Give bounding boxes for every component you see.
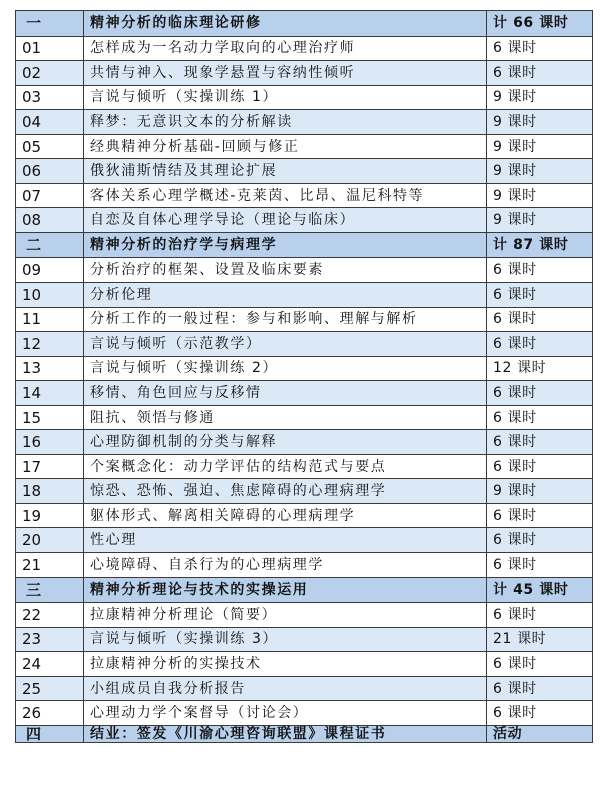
course-number: 04 [16,110,84,135]
course-title: 释梦：无意识文本的分析解读 [84,110,487,135]
completion-title: 结业：签发《川渝心理咨询联盟》课程证书 [84,725,487,742]
course-number: 03 [16,85,84,110]
course-hours: 9 课时 [487,134,593,159]
course-row [16,36,593,61]
course-hours: 9 课时 [487,159,593,184]
course-row [16,159,593,184]
course-row [16,603,593,628]
course-hours: 9 课时 [487,183,593,208]
course-hours: 6 课时 [487,503,593,528]
course-title: 怎样成为一名动力学取向的心理治疗师 [84,36,487,61]
course-title: 躯体形式、解离相关障碍的心理病理学 [84,503,487,528]
course-title: 心境障碍、自杀行为的心理病理学 [84,553,487,578]
course-hours: 6 课时 [487,283,593,308]
course-row [16,627,593,652]
course-hours: 12 课时 [487,356,593,381]
course-title: 客体关系心理学概述-克莱茵、比昂、温尼科特等 [84,183,487,208]
course-hours: 6 课时 [487,430,593,455]
course-number: 07 [16,183,84,208]
course-hours: 6 课时 [487,701,593,726]
course-hours: 6 课时 [487,528,593,553]
section-title: 精神分析的治疗学与病理学 [84,232,487,258]
course-title: 言说与倾听（实操训练 2） [84,356,487,381]
course-row [16,258,593,283]
course-row [16,652,593,677]
course-title: 心理动力学个案督导（讨论会） [84,701,487,726]
course-number: 19 [16,503,84,528]
course-row [16,61,593,86]
course-title: 自恋及自体心理学导论（理论与临床） [84,208,487,233]
course-row [16,381,593,406]
course-hours: 9 课时 [487,85,593,110]
course-hours: 6 课时 [487,553,593,578]
course-number: 18 [16,479,84,504]
course-row [16,85,593,110]
completion-activity: 活动 [487,725,593,742]
course-hours: 9 课时 [487,479,593,504]
course-number: 23 [16,627,84,652]
course-number: 11 [16,307,84,332]
course-row [16,676,593,701]
course-hours: 21 课时 [487,627,593,652]
course-number: 16 [16,430,84,455]
completion-number: 四 [16,725,84,742]
course-row [16,454,593,479]
course-title: 拉康精神分析理论（简要） [84,603,487,628]
course-title: 经典精神分析基础-回顾与修正 [84,134,487,159]
course-number: 20 [16,528,84,553]
course-hours: 6 课时 [487,454,593,479]
course-number: 02 [16,61,84,86]
course-title: 俄狄浦斯情结及其理论扩展 [84,159,487,184]
course-title: 惊恐、恐怖、强迫、焦虑障碍的心理病理学 [84,479,487,504]
course-title: 言说与倾听（示范教学） [84,332,487,357]
section-total-hours: 计 66 课时 [487,11,593,37]
course-number: 01 [16,36,84,61]
course-row [16,553,593,578]
section-total-hours: 计 87 课时 [487,232,593,258]
course-number: 05 [16,134,84,159]
course-number: 17 [16,454,84,479]
course-title: 分析工作的一般过程：参与和影响、理解与解析 [84,307,487,332]
course-row [16,134,593,159]
section-total-hours: 计 45 课时 [487,577,593,603]
course-hours: 6 课时 [487,332,593,357]
section-number: 一 [16,11,84,37]
course-row [16,183,593,208]
course-number: 24 [16,652,84,677]
course-row [16,332,593,357]
course-hours: 6 课时 [487,258,593,283]
course-title: 性心理 [84,528,487,553]
completion-row [16,725,593,742]
course-title: 阻抗、领悟与修通 [84,405,487,430]
course-number: 09 [16,258,84,283]
course-title: 共情与神入、现象学悬置与容纳性倾听 [84,61,487,86]
course-title: 拉康精神分析的实操技术 [84,652,487,677]
course-title: 分析治疗的框架、设置及临床要素 [84,258,487,283]
course-row [16,528,593,553]
course-hours: 6 课时 [487,61,593,86]
section-header-row [16,232,593,258]
course-row [16,283,593,308]
course-hours: 6 课时 [487,381,593,406]
section-header-row [16,11,593,37]
course-title: 小组成员自我分析报告 [84,676,487,701]
course-number: 22 [16,603,84,628]
course-number: 13 [16,356,84,381]
course-hours: 9 课时 [487,208,593,233]
section-number: 三 [16,577,84,603]
course-hours: 6 课时 [487,36,593,61]
course-row [16,701,593,726]
course-row [16,110,593,135]
course-title: 移情、角色回应与反移情 [84,381,487,406]
course-number: 15 [16,405,84,430]
curriculum-table [15,10,593,743]
course-number: 12 [16,332,84,357]
course-hours: 6 课时 [487,307,593,332]
course-hours: 6 课时 [487,676,593,701]
course-row [16,307,593,332]
curriculum-table-body [16,11,593,743]
course-title: 言说与倾听（实操训练 3） [84,627,487,652]
course-title: 心理防御机制的分类与解释 [84,430,487,455]
course-title: 分析伦理 [84,283,487,308]
course-hours: 6 课时 [487,603,593,628]
course-title: 言说与倾听（实操训练 1） [84,85,487,110]
course-number: 08 [16,208,84,233]
course-number: 06 [16,159,84,184]
section-number: 二 [16,232,84,258]
course-number: 26 [16,701,84,726]
course-row [16,208,593,233]
course-hours: 9 课时 [487,110,593,135]
course-number: 21 [16,553,84,578]
course-row [16,356,593,381]
course-title: 个案概念化：动力学评估的结构范式与要点 [84,454,487,479]
course-number: 10 [16,283,84,308]
section-header-row [16,577,593,603]
course-hours: 6 课时 [487,405,593,430]
course-row [16,479,593,504]
course-row [16,405,593,430]
course-number: 14 [16,381,84,406]
course-hours: 6 课时 [487,652,593,677]
section-title: 精神分析理论与技术的实操运用 [84,577,487,603]
course-row [16,430,593,455]
course-number: 25 [16,676,84,701]
course-row [16,503,593,528]
section-title: 精神分析的临床理论研修 [84,11,487,37]
